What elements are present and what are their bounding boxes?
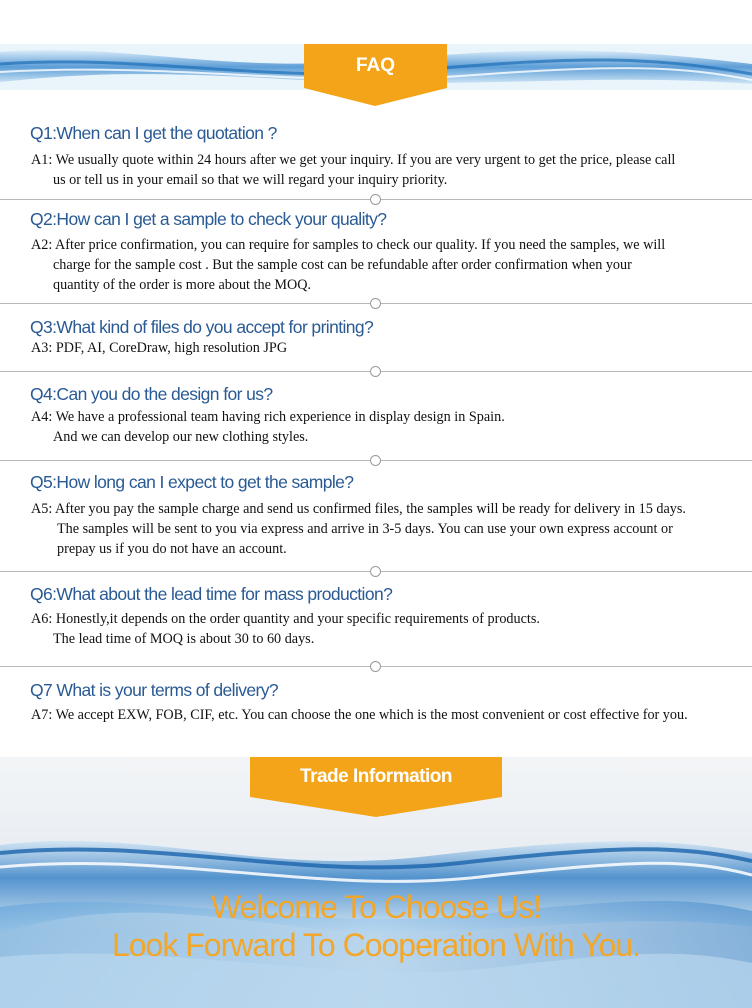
faq-question-7: Q7 What is your terms of delivery? <box>30 680 279 700</box>
faq-answer-4 <box>31 407 505 447</box>
faq-tab-label: FAQ <box>355 55 396 76</box>
answer-line: The lead time of MOQ is about 30 to 60 days. <box>53 631 315 647</box>
answer-line: A6: Honestly,it depends on the order quantity and your specific requirements of products. <box>31 611 540 627</box>
answer-line: A4: We have a professional team having rich experience in display design in Spain. <box>31 409 505 425</box>
answer-line: The samples will be sent to you via express and arrive in 3-5 days. You can use your own express account or <box>57 521 673 537</box>
faq-tab-pointer <box>304 88 447 106</box>
answer-line: quantity of the order is more about the MOQ. <box>53 277 312 293</box>
answer-line: charge for the sample cost . But the sample cost can be refundable after order confirmation when your <box>53 257 632 273</box>
answer-line: And we can develop our new clothing styles. <box>53 429 309 445</box>
trade-info-tab-label: Trade Information <box>300 766 452 787</box>
divider-dot <box>370 366 381 377</box>
divider-dot <box>370 455 381 466</box>
answer-line: prepay us if you do not have an account. <box>57 541 287 557</box>
faq-tab <box>304 44 447 88</box>
faq-question-5: Q5:How long can I expect to get the sample? <box>30 472 354 492</box>
faq-answer-2 <box>31 235 665 295</box>
faq-question-3: Q3:What kind of files do you accept for printing? <box>30 317 374 337</box>
faq-answer-7 <box>31 705 688 725</box>
divider-dot <box>370 661 381 672</box>
answer-line: A3: PDF, AI, CoreDraw, high resolution JPG <box>31 340 288 356</box>
faq-question-6: Q6:What about the lead time for mass production? <box>30 584 393 604</box>
answer-line: A1: We usually quote within 24 hours after we get your inquiry. If you are very urgent to get the price, please call <box>31 152 676 168</box>
answer-line: A2: After price confirmation, you can require for samples to check our quality. If you need the samples, we will <box>31 237 666 253</box>
divider-dot <box>370 566 381 577</box>
trade-info-tab-pointer <box>250 797 502 817</box>
welcome-line-2: Look Forward To Cooperation With You. <box>111 927 641 963</box>
answer-line: A7: We accept EXW, FOB, CIF, etc. You can choose the one which is the most convenient or cost effective for you. <box>31 707 688 723</box>
faq-question-1: Q1:When can I get the quotation ? <box>30 123 277 143</box>
divider-dot <box>370 298 381 309</box>
trade-info-tab <box>250 757 502 797</box>
faq-question-4: Q4:Can you do the design for us? <box>30 384 273 404</box>
faq-answer-1 <box>31 150 675 190</box>
faq-question-2: Q2:How can I get a sample to check your quality? <box>30 209 387 229</box>
faq-answer-3 <box>31 338 287 358</box>
faq-answer-5 <box>31 499 686 559</box>
answer-line: A5: After you pay the sample charge and send us confirmed files, the samples will be ready for delivery in 15 days. <box>31 501 686 517</box>
welcome-line-1: Welcome To Choose Us! <box>211 889 541 925</box>
divider-dot <box>370 194 381 205</box>
faq-answer-6 <box>31 609 540 649</box>
answer-line: us or tell us in your email so that we will regard your inquiry priority. <box>53 172 448 188</box>
